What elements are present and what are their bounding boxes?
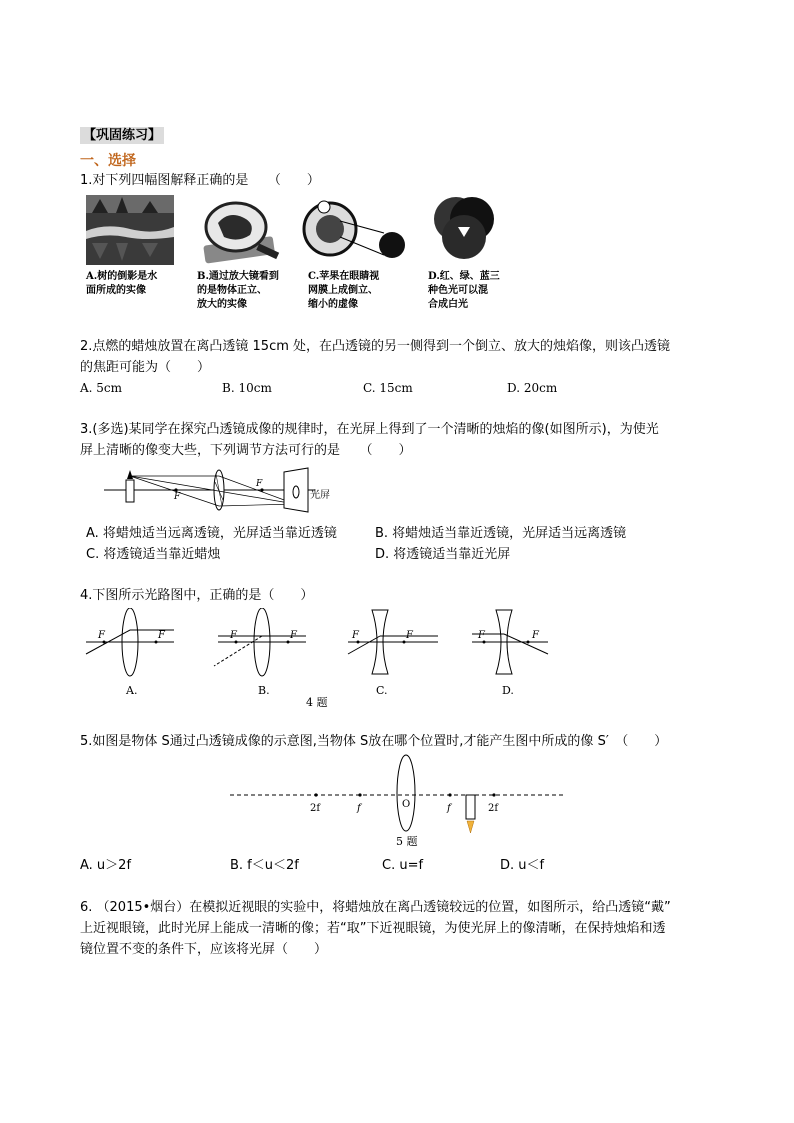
q4-label-c: C. xyxy=(376,684,388,697)
section-subtitle: 一、选择 xyxy=(80,153,136,169)
q3-option-c: C. 将透镜适当靠近蜡烛 xyxy=(86,547,221,562)
q5-label-2f-left: 2f xyxy=(310,803,321,814)
q2-option-a: A. 5cm xyxy=(80,381,123,395)
q4-figure-d xyxy=(472,610,548,674)
q1-caption-c: C.苹果在眼睛视 网膜上成倒立、 缩小的虚像 xyxy=(308,271,380,310)
q5-caption: 5 题 xyxy=(396,835,418,848)
q1-figure-b-magnifier xyxy=(203,203,279,264)
svg-text:F: F xyxy=(230,630,237,641)
q4-figure-b xyxy=(214,608,306,676)
q5-label-2f-right: 2f xyxy=(488,803,499,814)
svg-text:F: F xyxy=(532,630,539,641)
q4-figure-a xyxy=(86,608,174,676)
q2-option-d: D. 20cm xyxy=(507,381,558,395)
q4-figures xyxy=(80,608,550,712)
q4-label-d: D. xyxy=(502,684,514,697)
q2-stem-line1: 2.点燃的蜡烛放置在离凸透镜 15cm 处，在凸透镜的另一侧得到一个倒立、放大的烛焰像，则该凸透镜 xyxy=(80,339,671,354)
q5-label-f-left: f xyxy=(357,803,361,814)
q3-stem-line2: 屏上清晰的像变大些，下列调节方法可行的是 （ ） xyxy=(80,443,412,458)
q4-caption: 4 题 xyxy=(306,696,328,709)
q4-label-b: B. xyxy=(258,684,270,697)
q3-label-screen: 光屏 xyxy=(310,490,330,501)
q2-stem-line2: 的焦距可能为（ ） xyxy=(80,360,211,375)
q1-stem: 1.对下列四幅图解释正确的是 （ ） xyxy=(80,173,320,188)
q1-figure-c-eye xyxy=(304,201,405,258)
q1-figure-d-color-circles xyxy=(434,197,494,259)
q4-figure-c xyxy=(348,610,438,674)
svg-text:F: F xyxy=(290,630,297,641)
q6-stem-line2: 上近视眼镜，此时光屏上能成一清晰的像；若“取”下近视眼镜，为使光屏上的像清晰，在保持烛焰和透 xyxy=(80,921,666,936)
q1-caption-a: A.树的倒影是水 面所成的实像 xyxy=(86,271,158,296)
q3-option-b: B. 将蜡烛适当靠近透镜，光屏适当远离透镜 xyxy=(375,526,627,541)
q2-option-b: B. 10cm xyxy=(222,381,272,395)
q3-stem-line1: 3.(多选)某同学在探究凸透镜成像的规律时，在光屏上得到了一个清晰的烛焰的像(如图所示)，为使光 xyxy=(80,422,659,437)
q5-option-d: D. u＜f xyxy=(500,858,545,873)
q1-caption-d: D.红、绿、蓝三 种色光可以混 合成白光 xyxy=(428,271,500,310)
q3-option-d: D. 将透镜适当靠近光屏 xyxy=(375,547,511,562)
q5-label-f-right: f xyxy=(447,803,451,814)
svg-text:F: F xyxy=(406,630,413,641)
q1-caption-b: B.通过放大镜看到 的是物体正立、 放大的实像 xyxy=(197,271,279,310)
q5-label-o: O xyxy=(402,799,411,810)
q3-figure xyxy=(100,466,340,514)
svg-text:F: F xyxy=(478,630,485,641)
q6-stem-line3: 镜位置不变的条件下，应该将光屏（ ） xyxy=(80,942,328,957)
q5-option-c: C. u=f xyxy=(382,858,424,873)
section-title: 【巩固练习】 xyxy=(80,124,164,143)
q6-stem-line1: 6. （2015•烟台）在模拟近视眼的实验中，将蜡烛放在离凸透镜较远的位置，如图所示，给凸透镜“戴” xyxy=(80,900,671,915)
q5-figure xyxy=(226,753,566,849)
q5-stem: 5.如图是物体 S通过凸透镜成像的示意图,当物体 S放在哪个位置时,才能产生图中所成的像 S′ （ ） xyxy=(80,734,668,749)
svg-text:F: F xyxy=(352,630,359,641)
q4-stem: 4.下图所示光路图中，正确的是（ ） xyxy=(80,588,314,603)
svg-text:F: F xyxy=(98,630,105,641)
q3-option-a: A. 将蜡烛适当远离透镜，光屏适当靠近透镜 xyxy=(86,526,337,541)
q2-option-c: C. 15cm xyxy=(363,381,413,395)
q5-option-a: A. u＞2f xyxy=(80,858,132,873)
svg-text:F: F xyxy=(158,630,165,641)
q1-figures xyxy=(86,193,506,271)
q3-label-f-right: F xyxy=(256,479,263,489)
q1-figure-a-photo xyxy=(86,195,174,265)
q5-option-b: B. f＜u＜2f xyxy=(230,858,299,873)
q4-label-a: A. xyxy=(126,684,138,697)
q3-label-f-left: F xyxy=(174,492,181,502)
